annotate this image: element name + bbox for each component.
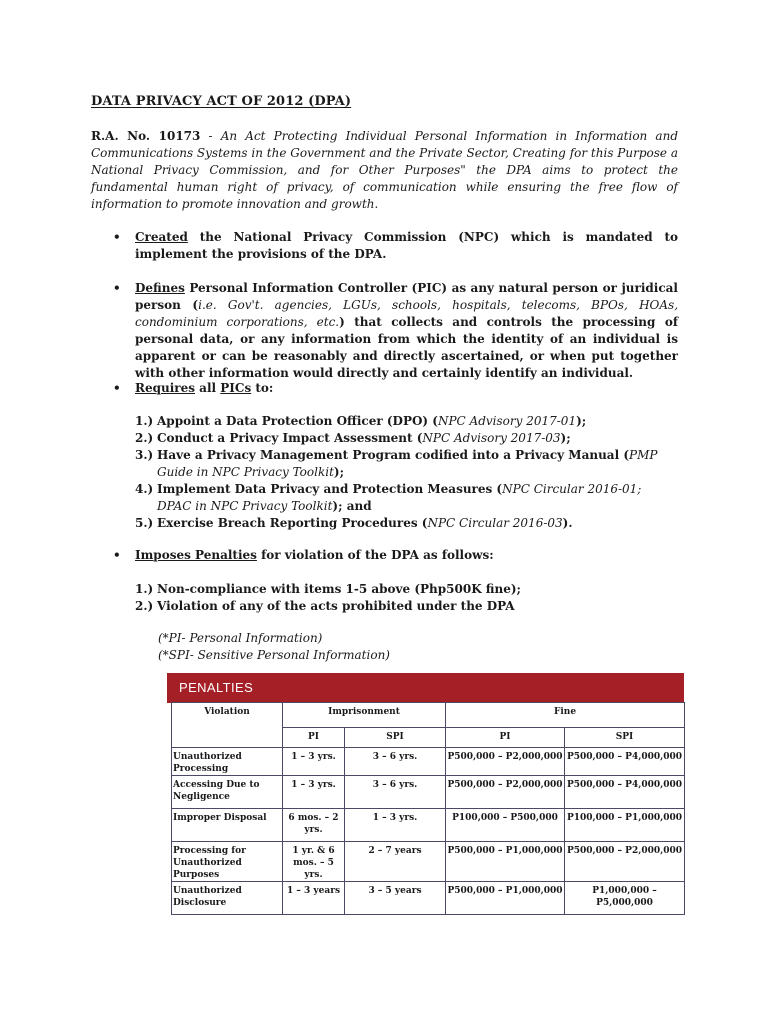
item-end: ); xyxy=(576,414,587,428)
cell-fine-pi: P500,000 – P2,000,000 xyxy=(446,748,565,776)
item-number: 4.) xyxy=(135,482,154,496)
item-number: 1.) xyxy=(135,582,154,596)
table-row xyxy=(172,842,685,882)
item-reference: NPC Advisory 2017-01 xyxy=(437,414,577,428)
item-text: Have a Privacy Management Program codified into a Privacy Manual ( xyxy=(157,448,629,462)
table-row xyxy=(172,882,685,915)
bullet-keyword: Defines xyxy=(135,281,185,295)
cell-violation: Processing for Unauthorized Purposes xyxy=(172,842,283,882)
subheader-fine-spi: SPI xyxy=(565,728,685,748)
subheader-imprisonment-pi: PI xyxy=(283,728,345,748)
item-end: ); xyxy=(333,465,344,479)
bullet-keyword: PICs xyxy=(220,381,252,395)
item-number: 3.) xyxy=(135,448,154,462)
cell-violation: Unauthorized Disclosure xyxy=(172,882,283,915)
item-number: 2.) xyxy=(135,599,154,613)
note-pi: (*PI- Personal Information) xyxy=(158,631,323,645)
cell-fine-pi: P500,000 – P1,000,000 xyxy=(446,842,565,882)
cell-fine-spi: P500,000 – P4,000,000 xyxy=(565,776,685,809)
table-header-row xyxy=(172,703,685,728)
intro-description: An Act Protecting Individual Personal Information in Information and Communications Systems in the Government and the Private Sector, Creating for this Purpose a National Privacy Commission, and for Other Purposes" the DPA aims to protect the fundamental human right of privacy, of communication while ensuring the free flow of information to promote innovation and growth. xyxy=(91,129,678,211)
bullet-marker: • xyxy=(113,281,121,295)
cell-fine-pi: P100,000 – P500,000 xyxy=(446,809,565,842)
penalty-items-list xyxy=(135,581,678,615)
item-text: Appoint a Data Protection Officer (DPO) ( xyxy=(157,414,438,428)
bullet-imposes xyxy=(113,547,678,564)
bullet-text: all xyxy=(195,381,221,395)
item-end: ). xyxy=(562,516,573,530)
bullet-text: the National Privacy Commission (NPC) which is mandated to implement the provisions of the DPA. xyxy=(135,230,678,261)
bullet-text: for violation of the DPA as follows: xyxy=(256,548,494,562)
item-number: 2.) xyxy=(135,431,154,445)
bullet-marker: • xyxy=(113,230,121,244)
ra-number: R.A. No. 10173 xyxy=(91,129,201,143)
cell-imprisonment-pi: 1 – 3 yrs. xyxy=(283,748,345,776)
bullet-keyword: Imposes Penalties xyxy=(135,548,257,562)
cell-imprisonment-spi: 3 – 6 yrs. xyxy=(345,748,446,776)
cell-imprisonment-pi: 1 yr. & 6 mos. – 5 yrs. xyxy=(283,842,345,882)
col-header-imprisonment: Imprisonment xyxy=(283,703,446,728)
item-number: 1.) xyxy=(135,414,154,428)
col-header-violation: Violation xyxy=(172,703,283,748)
cell-imprisonment-pi: 6 mos. – 2 yrs. xyxy=(283,809,345,842)
cell-imprisonment-spi: 1 – 3 yrs. xyxy=(345,809,446,842)
list-item xyxy=(135,598,678,615)
list-item xyxy=(135,413,678,430)
cell-imprisonment-spi: 3 – 6 yrs. xyxy=(345,776,446,809)
subheader-imprisonment-spi: SPI xyxy=(345,728,446,748)
list-item xyxy=(135,481,678,515)
bullet-defines xyxy=(113,280,679,382)
intro-separator: - xyxy=(200,129,221,143)
item-reference: NPC Advisory 2017-03 xyxy=(422,431,561,445)
item-text: Violation of any of the acts prohibited under the DPA xyxy=(157,599,515,613)
table-row xyxy=(172,748,685,776)
cell-imprisonment-spi: 3 – 5 years xyxy=(345,882,446,915)
bullet-keyword: Requires xyxy=(135,381,195,395)
penalties-header: PENALTIES xyxy=(167,673,684,703)
col-header-fine: Fine xyxy=(446,703,685,728)
bullet-marker: • xyxy=(113,548,121,562)
item-end: ); and xyxy=(332,499,372,513)
bullet-created xyxy=(113,229,678,263)
item-text: Non-compliance with items 1-5 above (Php500K fine); xyxy=(157,582,521,596)
cell-violation: Unauthorized Processing xyxy=(172,748,283,776)
abbreviation-notes xyxy=(158,630,390,664)
item-text: Implement Data Privacy and Protection Measures ( xyxy=(157,482,503,496)
item-reference: NPC Circular 2016-03 xyxy=(427,516,563,530)
cell-imprisonment-pi: 1 – 3 yrs. xyxy=(283,776,345,809)
document-title: DATA PRIVACY ACT OF 2012 (DPA) xyxy=(91,94,352,109)
table-row xyxy=(172,809,685,842)
cell-fine-spi: P500,000 – P4,000,000 xyxy=(565,748,685,776)
list-item xyxy=(135,581,678,598)
note-spi: (*SPI- Sensitive Personal Information) xyxy=(158,648,390,662)
item-text: Conduct a Privacy Impact Assessment ( xyxy=(157,431,423,445)
list-item xyxy=(135,447,678,481)
bullet-examples: i.e. Gov't. agencies, LGUs, schools, hospitals, telecoms, BPOs, HOAs, condominium corporations, etc. xyxy=(135,298,679,329)
cell-imprisonment-spi: 2 – 7 years xyxy=(345,842,446,882)
cell-violation: Accessing Due to Negligence xyxy=(172,776,283,809)
cell-fine-spi: P1,000,000 – P5,000,000 xyxy=(565,882,685,915)
intro-paragraph xyxy=(91,128,678,213)
cell-imprisonment-pi: 1 – 3 years xyxy=(283,882,345,915)
item-number: 5.) xyxy=(135,516,154,530)
cell-violation: Improper Disposal xyxy=(172,809,283,842)
penalties-table xyxy=(171,702,685,915)
bullet-text: to: xyxy=(251,381,274,395)
bullet-requires xyxy=(113,380,678,397)
bullet-text: Personal Information Controller (PIC) as any natural person or juridical person ( xyxy=(135,281,678,312)
list-item xyxy=(135,430,678,447)
bullet-keyword: Created xyxy=(135,230,188,244)
cell-fine-spi: P100,000 – P1,000,000 xyxy=(565,809,685,842)
bullet-text: ) that collects and controls the processing of personal data, or any information from which the identity of an individual is apparent or can be reasonably and directly ascertained, or when put together with other information would directly and certainly identify an individual. xyxy=(135,315,678,380)
requirements-list xyxy=(135,413,678,532)
item-reference: NPC Circular 2016-01; DPAC in NPC Privacy Toolkit xyxy=(157,482,642,513)
bullet-marker: • xyxy=(113,381,121,395)
item-end: ); xyxy=(560,431,571,445)
cell-fine-spi: P500,000 – P2,000,000 xyxy=(565,842,685,882)
table-row xyxy=(172,776,685,809)
item-reference: PMP Guide in NPC Privacy Toolkit xyxy=(157,448,658,479)
cell-fine-pi: P500,000 – P2,000,000 xyxy=(446,776,565,809)
item-text: Exercise Breach Reporting Procedures ( xyxy=(157,516,428,530)
cell-fine-pi: P500,000 – P1,000,000 xyxy=(446,882,565,915)
subheader-fine-pi: PI xyxy=(446,728,565,748)
list-item xyxy=(135,515,678,532)
